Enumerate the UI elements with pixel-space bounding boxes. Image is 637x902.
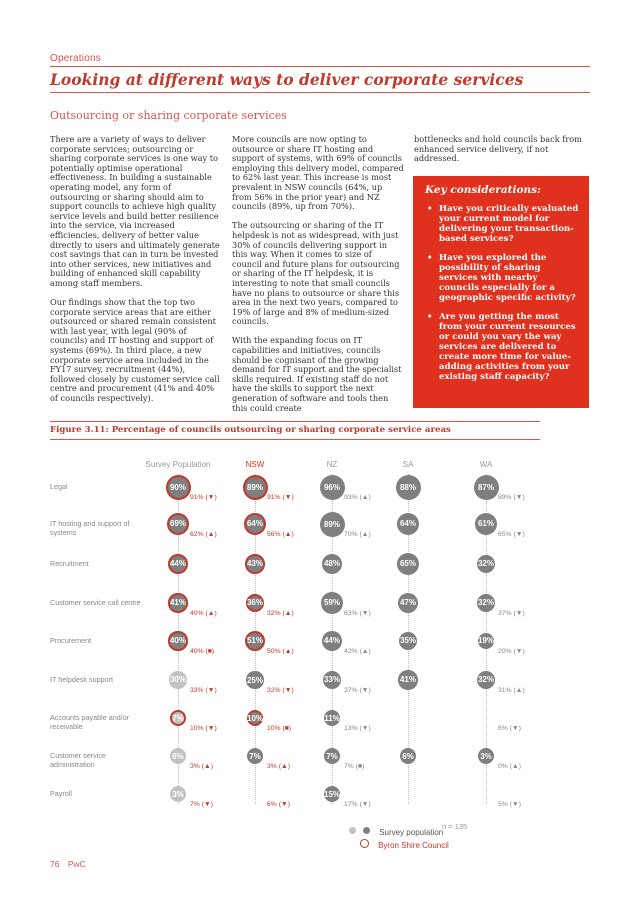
- prior-year-label: 17% (▼): [344, 801, 371, 808]
- prior-year-label: 6% (▼): [267, 801, 290, 808]
- value-bubble: 11%: [324, 710, 340, 726]
- paragraph: The outsourcing or sharing of the IT helpdesk is not as widespread, with just 30% of councils delivering support in this way. When it comes to size of council and future plans for outsourcing or sharing of the IT helpdesk, it is interesting to note that small councils have no plans to outsource or share this area in the next two years, compared to 19% of large and 8% of medium-sized councils.: [232, 220, 400, 327]
- figure-rule-bottom: [50, 439, 540, 440]
- prior-year-label: 65% (▼): [498, 531, 525, 538]
- value-bubble: 88%: [396, 475, 421, 500]
- column-header: WA: [479, 460, 493, 469]
- list-item: • Have you explored the possibility of sharing services with nearby councils especially for a geographic specific activity?: [425, 253, 579, 303]
- prior-year-label: 13% (▼): [344, 725, 371, 732]
- prior-year-label: 33% (▼): [190, 687, 217, 694]
- prior-year-label: 7% (■): [344, 763, 365, 770]
- prior-year-label: 3% (▲): [190, 763, 213, 770]
- key-considerations-list: [425, 204, 579, 382]
- legend-council-label: Byron Shire Council: [378, 841, 449, 850]
- legend-survey-label: Survey population: [379, 828, 444, 837]
- value-bubble: 19%: [478, 633, 494, 649]
- value-bubble: 90%: [166, 475, 191, 500]
- value-bubble: 15%: [324, 786, 340, 802]
- column-header: NZ: [326, 460, 338, 469]
- n-note-text: n = 135: [442, 822, 468, 831]
- paragraph: With the expanding focus on IT capabilities and initiatives, councils should be cognisant of the growing demand for IT support and the specialist skills required. If existing staff do not have the skills to support the next generation of software and tools then this could create: [232, 335, 402, 413]
- text-column-1: [50, 135, 222, 413]
- legend-light-dot-icon: [349, 827, 356, 834]
- value-bubble: 44%: [322, 631, 342, 651]
- page-footer: [50, 859, 86, 869]
- key-considerations-box: [413, 176, 589, 408]
- prior-year-label: 40% (■): [190, 648, 215, 655]
- prior-year-label: 93% (▲): [344, 494, 371, 501]
- row-label: IT helpdesk support: [50, 675, 113, 684]
- value-bubble: 96%: [320, 475, 345, 500]
- prior-year-label: 42% (▲): [344, 648, 371, 655]
- n-note: [442, 814, 467, 833]
- value-bubble: 25%: [246, 671, 263, 688]
- value-bubble: 7%: [247, 748, 263, 764]
- value-bubble: 32%: [477, 594, 495, 612]
- prior-year-label: 7% (▼): [190, 801, 213, 808]
- value-bubble: 43%: [245, 554, 265, 574]
- prior-year-label: 50% (▲): [267, 648, 294, 655]
- column-header: Survey Population: [145, 460, 211, 469]
- page-number: 76: [50, 859, 60, 869]
- prior-year-label: 40% (▲): [190, 610, 217, 617]
- value-bubble: 87%: [474, 475, 499, 500]
- prior-year-label: 63% (▼): [344, 610, 371, 617]
- prior-year-label: 89% (▼): [498, 494, 525, 501]
- section-subtitle: Outsourcing or sharing corporate services: [50, 109, 287, 122]
- value-bubble: 47%: [398, 593, 418, 613]
- value-bubble: 44%: [168, 554, 188, 574]
- value-bubble: 64%: [397, 513, 419, 535]
- value-bubble: 51%: [245, 631, 266, 652]
- value-bubble: 89%: [320, 512, 345, 537]
- paragraph: There are a variety of ways to deliver corporate services; outsourcing or sharing corporate services is one way to potentially optimise operational effectiveness. In building a sustainable operating model, any form of outsourcing or sharing should aim to support councils to achieve high quality service levels and build better resilience into the service, via increased efficiencies, delivery of better value directly to users and ultimately generate cost savings that can in turn be invested into other services, new initiatives and building of enhanced skill capability among staff members.: [50, 134, 220, 288]
- value-bubble: 30%: [169, 671, 187, 689]
- list-item: • Are you getting the most from your current resources or could you vary the way services are delivered to create more time for value-adding activities from your existing staff capacity?: [425, 312, 579, 382]
- column-header: NSW: [245, 460, 265, 469]
- row-label: IT hosting and support of systems: [50, 519, 130, 537]
- value-bubble: 36%: [246, 594, 265, 613]
- value-bubble: 7%: [324, 748, 340, 764]
- prior-year-label: 70% (▲): [344, 531, 371, 538]
- value-bubble: 10%: [247, 710, 263, 726]
- prior-year-label: 37% (▼): [344, 687, 371, 694]
- title-rule: [50, 92, 590, 93]
- list-item: • Have you critically evaluated your current model for delivering your transaction-based services?: [425, 204, 579, 244]
- value-bubble: 89%: [243, 475, 268, 500]
- row-label: Customer service call centre: [50, 598, 141, 607]
- text-column-2: [232, 135, 404, 423]
- prior-year-label: 6% (▼): [498, 725, 521, 732]
- prior-year-label: 62% (▲): [190, 531, 217, 538]
- key-considerations-title: Key considerations:: [425, 184, 541, 196]
- legend-council: [360, 833, 449, 852]
- value-bubble: 41%: [168, 593, 187, 612]
- value-bubble: 32%: [477, 671, 495, 689]
- paragraph: More councils are now opting to outsource or share IT hosting and support of systems, with 69% of councils employing this delivery model, compared to 62% last year. This increase is most prevalent in NSW councils (64%, up from 56% in the prior year) and NZ councils (89%, up from 70%).: [232, 134, 404, 212]
- value-bubble: 3%: [170, 786, 186, 802]
- row-label: Accounts payable and/or receivable: [50, 713, 130, 731]
- prior-year-label: 31% (▲): [498, 687, 525, 694]
- prior-year-label: 3% (▲): [267, 763, 290, 770]
- value-bubble: 64%: [244, 513, 266, 535]
- value-bubble: 33%: [323, 671, 341, 689]
- legend-ring-icon: [360, 839, 369, 848]
- section-label: Operations: [50, 53, 101, 64]
- value-bubble: 65%: [397, 553, 419, 575]
- figure-title: Figure 3.11: Percentage of councils outsourcing or sharing corporate service areas: [50, 425, 451, 435]
- prior-year-label: 32% (▼): [267, 687, 294, 694]
- prior-year-label: 0% (▲): [498, 763, 521, 770]
- value-bubble: 7%: [170, 710, 186, 726]
- value-bubble: 32%: [477, 555, 495, 573]
- prior-year-label: 10% (▼): [190, 725, 217, 732]
- paragraph: bottlenecks and hold councils back from enhanced service delivery, if not addressed.: [414, 134, 582, 164]
- prior-year-label: 10% (■): [267, 725, 292, 732]
- prior-year-label: 56% (▲): [267, 531, 294, 538]
- value-bubble: 35%: [399, 632, 418, 651]
- page-title: Looking at different ways to deliver corporate services: [50, 70, 524, 89]
- column-header: SA: [402, 460, 414, 469]
- value-bubble: 6%: [170, 748, 186, 764]
- value-bubble: 69%: [167, 513, 190, 536]
- figure-rule-top: [50, 421, 540, 422]
- row-label: Recruitment: [50, 559, 89, 568]
- value-bubble: 61%: [475, 513, 497, 535]
- prior-year-label: 91% (▼): [267, 494, 294, 501]
- value-bubble: 3%: [478, 748, 494, 764]
- value-bubble: 59%: [321, 592, 343, 614]
- prior-year-label: 20% (▼): [498, 648, 525, 655]
- prior-year-label: 37% (▼): [498, 610, 525, 617]
- value-bubble: 48%: [322, 554, 342, 574]
- paragraph: Our findings show that the top two corporate service areas that are either outsourced or shared remain consistent with last year, with legal (90% of councils) and IT hosting and support of systems (69%). In third place, a new corporate service area included in the FY17 survey, recruitment (44%), followed closely by customer service call centre and procurement (41% and 40% of councils respectively).: [50, 297, 220, 404]
- row-label: Procurement: [50, 636, 92, 645]
- row-label: Customer service administration: [50, 751, 106, 769]
- value-bubble: 40%: [168, 631, 187, 650]
- row-label: Legal: [50, 482, 68, 491]
- value-bubble: 41%: [398, 670, 417, 689]
- prior-year-label: 32% (▲): [267, 610, 294, 617]
- value-bubble: 6%: [400, 748, 416, 764]
- top-rule: [50, 66, 590, 67]
- prior-year-label: 91% (▼): [190, 494, 217, 501]
- brand-name: PwC: [67, 859, 86, 869]
- prior-year-label: 5% (▼): [498, 801, 521, 808]
- text-column-3: [414, 135, 586, 173]
- row-label: Payroll: [50, 789, 72, 798]
